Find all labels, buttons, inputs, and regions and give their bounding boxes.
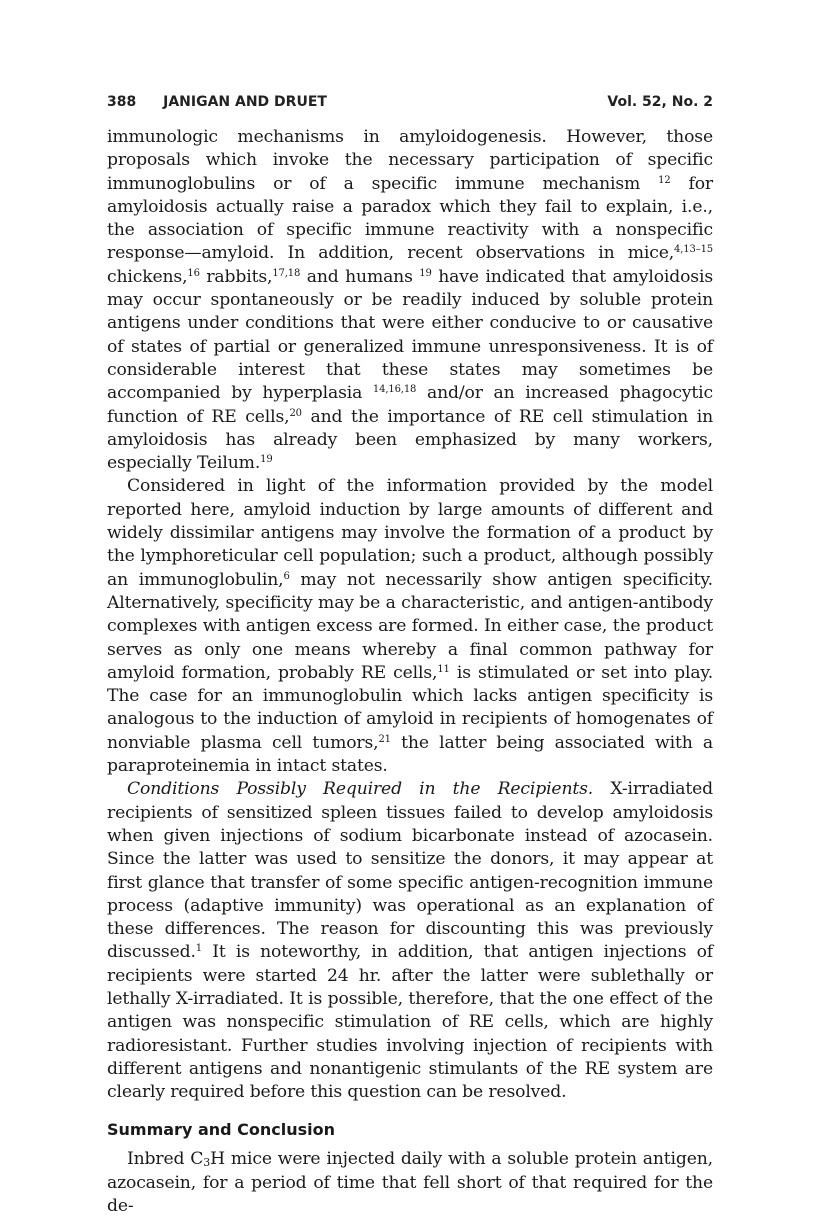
text-run: have indicated that amyloidosis may occur spontaneously or be readily induced by soluble protein antigens under conditions that were either conducive to or causative of states of partial or generalized immune unresponsiveness. It is of considerable interest that these states may sometimes be accompanied by hyperplasia bbox=[107, 266, 713, 404]
paragraph-model-considered bbox=[107, 475, 713, 778]
reference-superscript: 21 bbox=[378, 733, 391, 745]
journal-volume: Vol. 52, No. 2 bbox=[607, 94, 713, 110]
text-run: H mice were injected daily with a soluble protein antigen, azocasein, for a period of time that fell short of that required for the de- bbox=[107, 1149, 713, 1217]
subscript: 3 bbox=[203, 1156, 211, 1170]
running-head bbox=[107, 94, 713, 110]
text-run: Considered in light of the information provided by the model reported here, amyloid induction by large amounts of different and widely dissimilar antigens may involve the formation of a product by the lymphoreticular cell population; such a product, although possibly an immunoglobulin, bbox=[107, 476, 713, 590]
reference-superscript: 12 bbox=[658, 174, 671, 186]
reference-superscript: 19 bbox=[260, 454, 273, 466]
text-run: the latter being associated with a paraproteinemia in intact states. bbox=[107, 732, 713, 777]
paragraph-conditions-recipients bbox=[107, 778, 713, 1104]
run-in-heading: Conditions Possibly Required in the Recipients. bbox=[127, 779, 594, 800]
text-run: and/or an increased phagocytic function of RE cells, bbox=[107, 383, 713, 427]
section-heading: Summary and Conclusion bbox=[107, 1120, 336, 1140]
page-number: 388 bbox=[107, 94, 137, 110]
reference-superscript: 4,13–15 bbox=[674, 244, 713, 256]
text-run: may not necessarily show antigen specificity. Alternatively, specificity may be a characteristic, and antigen-antibody complexes with antigen excess are formed. In either case, the product serves as only one means whereby a final common pathway for amyloid formation, probably RE cells, bbox=[107, 569, 713, 683]
text-run: immunologic mechanisms in amyloidogenesis. However, those proposals which invoke the necessary participation of specific immunoglobulins or of a specific immune mechanism bbox=[107, 127, 713, 194]
reference-superscript: 16 bbox=[187, 267, 200, 279]
reference-superscript: 14,16,18 bbox=[372, 384, 417, 396]
text-run: and the importance of RE cell stimulation in amyloidosis has already been emphasized by many workers, especially Teilum. bbox=[107, 406, 713, 474]
text-run: rabbits, bbox=[199, 266, 273, 287]
text-run: chickens, bbox=[107, 266, 188, 287]
paragraph-summary bbox=[107, 1148, 713, 1218]
reference-superscript: 6 bbox=[283, 570, 290, 582]
text-run: is stimulated or set into play. The case for an immunoglobulin which lacks antigen specificity is analogous to the induction of amyloid in recipients of homogenates of nonviable plasma cell tumors, bbox=[107, 662, 714, 753]
text-run: and humans bbox=[300, 266, 420, 287]
reference-superscript: 17,18 bbox=[272, 267, 301, 279]
article-body bbox=[107, 126, 713, 1218]
text-run: It is noteworthy, in addition, that antigen injections of recipients were started 24 hr. after the latter were sublethally or lethally X-irradiated. It is possible, therefore, that the one effect of the antigen was nonspecific stimulation of RE cells, which are highly radioresistant. Further studies involving injection of recipients with different antigens and nonantigenic stimulants of the RE system are clearly required before this question can be resolved. bbox=[107, 942, 713, 1103]
journal-page bbox=[107, 94, 713, 1218]
reference-superscript: 20 bbox=[289, 407, 302, 419]
running-head-left bbox=[107, 94, 327, 110]
reference-superscript: 19 bbox=[419, 267, 432, 279]
text-run: Inbred C bbox=[127, 1149, 204, 1170]
paragraph-immunologic-mechanisms bbox=[107, 126, 713, 475]
running-head-authors: JANIGAN AND DRUET bbox=[163, 94, 327, 110]
reference-superscript: 1 bbox=[195, 943, 203, 955]
text-run: for amyloidosis actually raise a paradox which they fail to explain, i.e., the association of specific immune reactivity with a nonspecific response—amyloid. In addition, recent observations in mice, bbox=[107, 173, 713, 264]
reference-superscript: 11 bbox=[437, 663, 450, 675]
text-run: X-irradiated recipients of sensitized spleen tissues failed to develop amyloidosis when given injections of sodium bicarbonate instead of azocasein. Since the latter was used to sensitize the donors, it may appear at first glance that transfer of some specific antigen-recognition immune process (adaptive immunity) was operational as an explanation of these differences. The reason for discounting this was previously discussed. bbox=[107, 779, 713, 963]
